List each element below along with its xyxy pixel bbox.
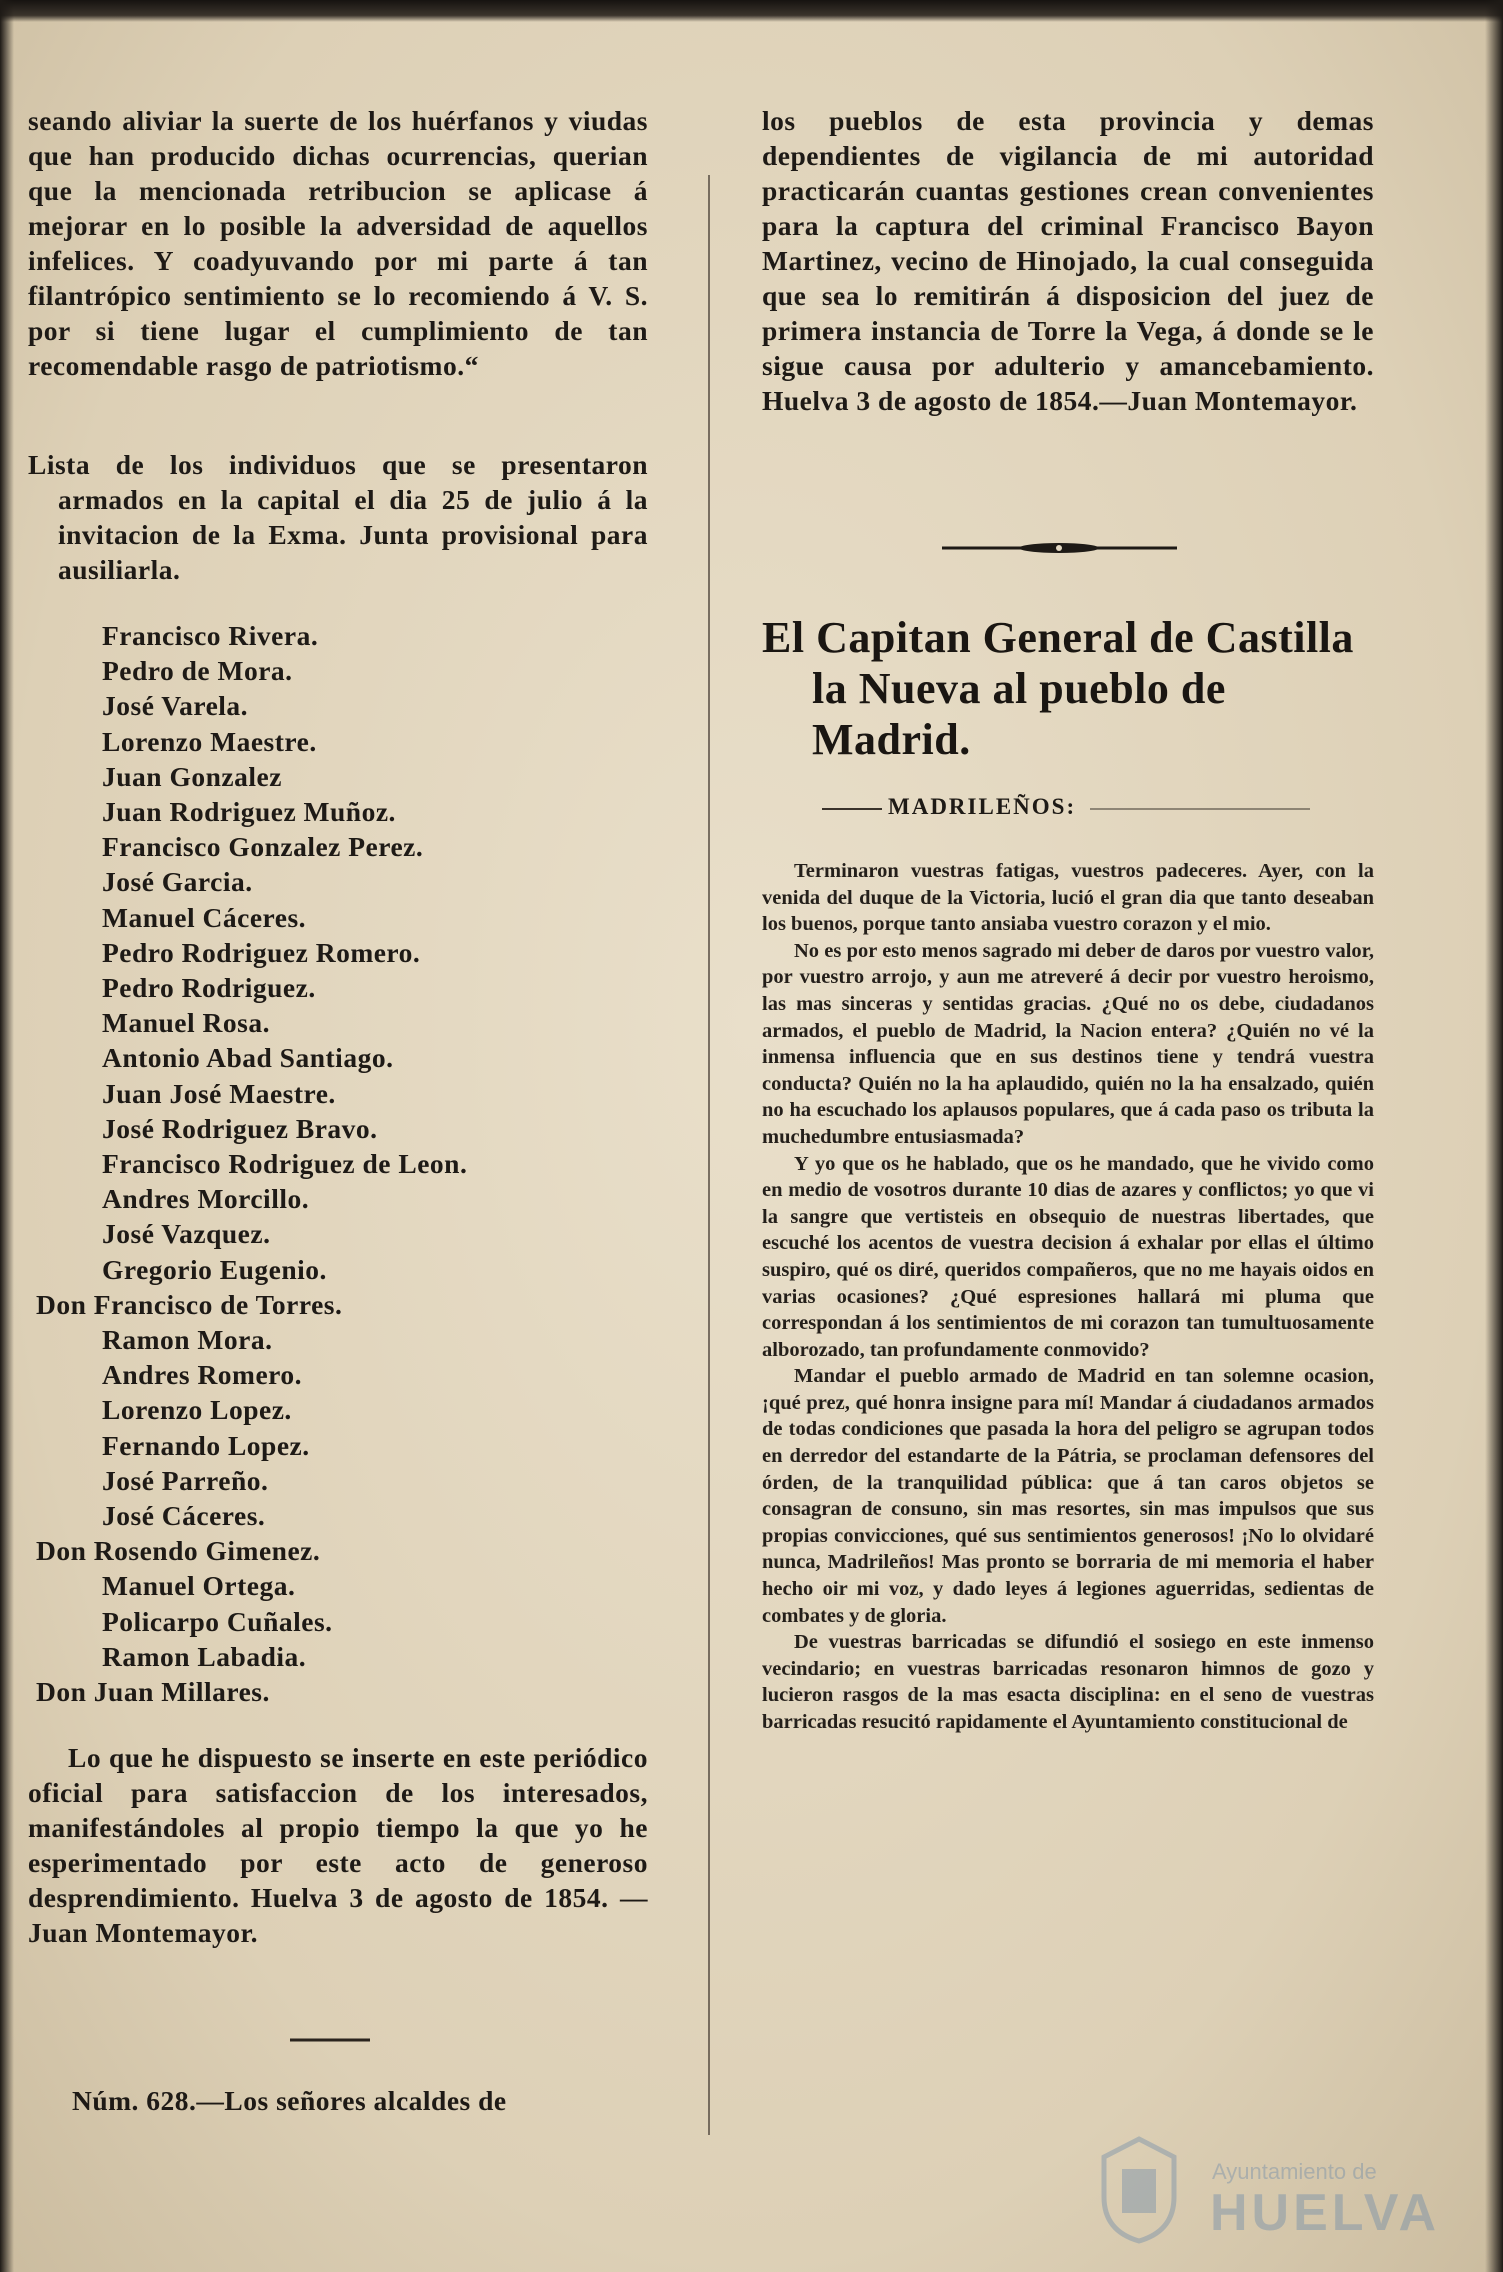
list-item: Pedro de Mora. — [102, 655, 293, 687]
proclamation-paragraph: Y yo que os he hablado, que os he mandado, que he vivido como en medio de vosotros durante 10 dias de azares y conflictos; yo que vi la sangre que vertisteis en obsequio de nuestras libertades, que escuché los acentos de vuestra decision á exhalar por ellas el último suspiro, qué os diré, queridos compañeros, que no me hayais oidos en varias ocasiones? ¿Qué espresiones hallará mi pluma que correspondan á los sentimientos de mi corazon tan tumultuosamente alborozado, tan profundamente conmovido? — [762, 1152, 1374, 1361]
list-item: Manuel Rosa. — [102, 1007, 270, 1039]
list-item: Ramon Mora. — [102, 1324, 273, 1356]
list-item: José Vazquez. — [102, 1218, 271, 1250]
list-item: Lorenzo Maestre. — [102, 725, 317, 757]
left-paragraph-continuation: seando aliviar la suerte de los huérfanos y viudas que han producido dichas ocurrencias, querian que la mencionada retribucion se aplicase á mejorar en lo posible la adversidad de aquellos infelices. Y coadyuvando por mi parte á tan filantrópico sentimiento se lo recomiendo á V. S. por si tiene lugar el cumplimiento de tan recomendable rasgo de patriotismo.“ — [28, 105, 648, 381]
list-item: Don Francisco de Torres. — [36, 1288, 343, 1320]
list-item: Policarpo Cuñales. — [102, 1605, 333, 1637]
list-item: José Garcia. — [102, 866, 253, 898]
proclamation-paragraph: No es por esto menos sagrado mi deber de daros por vuestro valor, por vuestro arrojo, y aun me atreveré á decir por vuestro heroismo, las mas sinceras y sentidas gracias. ¿Qué no os debe, ciudadanos armados, el pueblo de Madrid, la Nacion entera? ¿Quién no vé la inmensa influencia que en sus destinos tiene y tendrá vuestra conducta? Quién no la ha aplaudido, quién no la ha ensalzado, quién no ha escuchado los aplausos populares, que á cada paso os tributa la muchedumbre entusiasmada? — [762, 939, 1374, 1148]
list-item: Antonio Abad Santiago. — [102, 1042, 394, 1074]
ornamental-rule — [942, 540, 1177, 556]
proclamation-body — [762, 858, 1374, 1736]
list-item: Don Rosendo Gimenez. — [36, 1535, 321, 1567]
list-item: Andres Morcillo. — [102, 1183, 310, 1215]
watermark-subtitle: Ayuntamiento de — [1212, 2159, 1377, 2184]
volunteer-name-list — [28, 618, 467, 1709]
list-item: Gregorio Eugenio. — [102, 1253, 327, 1285]
proclamation-paragraph: De vuestras barricadas se difundió el sosiego en este inmenso vecindario; en vuestras barricadas resonaron himnos de gozo y lucieron rasgos de la mas esacta disciplina: en el seno de vuestras barricadas resucitó rapidamente el Ayuntamiento constitucional de — [762, 1631, 1374, 1733]
archive-watermark — [1100, 2135, 1441, 2255]
closing-paragraph: Lo que he dispuesto se inserte en este periódico oficial para satisfaccion de los interesados, manifestándoles al propio tiempo la que yo he esperimentado por este acto de generoso desprendimiento. Huelva 3 de agosto de 1854. — Juan Montemayor. — [28, 1742, 648, 1948]
scan-edge-left — [0, 0, 14, 2272]
watermark-title: HUELVA — [1210, 2184, 1441, 2242]
proclamation-paragraph: Mandar el pueblo armado de Madrid en tan solemne ocasion, ¡qué prez, qué honra insigne para mí! Mandar á ciudadanos armados de todas condiciones que pasada la hora del peligro se agrupan todos en derredor del estandarte de la Pátria, se proclaman defensores del órden, de la tranquilidad pública: que á tan caros objetos se consagran de consuno, sin mas resortes, sin mas impulsos que sus propias convicciones, qué sus sentimientos generosos! ¡No lo olvidaré nunca, Madrileños! Mas pronto se borraria de mi memoria el haber hecho oir mi voz, y dado leyes á legiones aguerridas, sedientas de combates y de gloria. — [762, 1365, 1374, 1627]
list-item: José Varela. — [102, 690, 249, 722]
list-item: Lorenzo Lopez. — [102, 1394, 292, 1426]
column-divider — [708, 175, 710, 2135]
list-item: Pedro Rodriguez Romero. — [102, 936, 421, 968]
list-item: Juan Rodriguez Muñoz. — [102, 796, 396, 828]
list-item: Manuel Ortega. — [102, 1570, 296, 1602]
short-rule-divider — [290, 2036, 370, 2044]
list-item: José Cáceres. — [102, 1500, 266, 1532]
right-paragraph-continuation: los pueblos de esta provincia y demas dependientes de vigilancia de mi autoridad practicarán cuantas gestiones crean convenientes para la captura del criminal Francisco Bayon Martinez, vecino de Hinojado, la cual conseguida que sea lo remitirán á disposicion del juez de primera instancia de Torre la Vega, á donde se le sigue causa por adulterio y amancebamiento. Huelva 3 de agosto de 1854.—Juan Montemayor. — [762, 105, 1374, 416]
list-item: Fernando Lopez. — [102, 1429, 310, 1461]
article-headline: El Capitan General de Castilla la Nueva al pueblo de Madrid. — [762, 613, 1354, 764]
list-item: Manuel Cáceres. — [102, 901, 307, 933]
list-item: Don Juan Millares. — [36, 1676, 270, 1708]
list-item: Juan Gonzalez — [102, 760, 282, 792]
next-item-number: Núm. 628.—Los señores alcaldes de — [72, 2085, 507, 2116]
list-item: José Parreño. — [102, 1464, 269, 1496]
list-item: Ramon Labadia. — [102, 1640, 307, 1672]
salutation: MADRILEÑOS: — [822, 794, 1310, 820]
volunteer-list-intro: Lista de los individuos que se presentaron armados en la capital el dia 25 de julio á la invitacion de la Exma. Junta provisional para ausiliarla. — [28, 449, 648, 585]
scan-edge-top — [0, 0, 1503, 22]
list-item: Francisco Gonzalez Perez. — [102, 831, 424, 863]
list-item: Pedro Rodriguez. — [102, 972, 316, 1004]
list-item: Francisco Rivera. — [102, 620, 319, 651]
city-crest-icon — [1100, 2135, 1178, 2245]
list-item: Francisco Rodriguez de Leon. — [102, 1148, 468, 1180]
list-item: José Rodriguez Bravo. — [102, 1112, 378, 1144]
list-item: Juan José Maestre. — [102, 1077, 336, 1109]
list-item: Andres Romero. — [102, 1359, 302, 1391]
scan-edge-right — [1485, 0, 1503, 2272]
proclamation-paragraph: Terminaron vuestras fatigas, vuestros padeceres. Ayer, con la venida del duque de la Victoria, lució el gran dia que tanto deseaban los buenos, porque tanto ansiaba vuestro corazon y el mio. — [762, 860, 1374, 936]
